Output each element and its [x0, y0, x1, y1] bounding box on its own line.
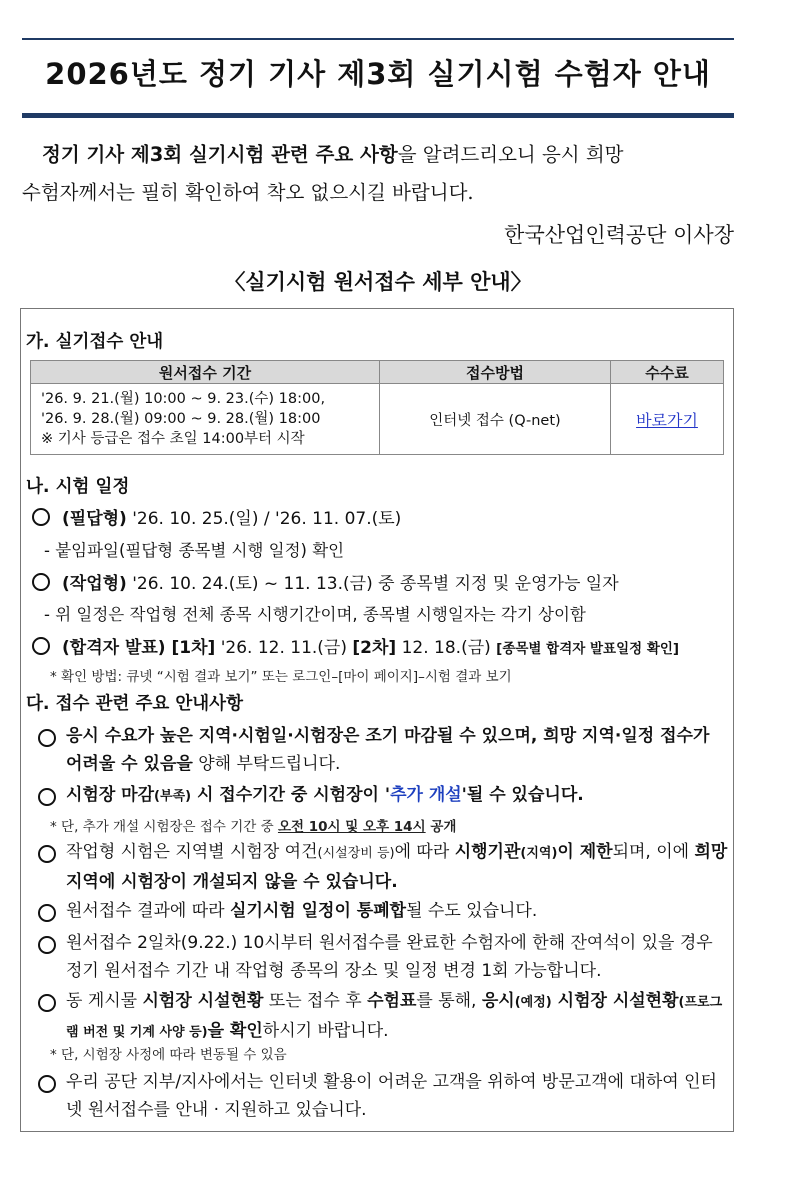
item4-a: 원서접수 결과에 따라	[66, 901, 231, 921]
circle-bullet-icon	[38, 936, 56, 954]
registration-table	[30, 360, 724, 455]
item3-bold3: 희망 지역에 시험장이 개설되지 않을 수 있습니다.	[66, 842, 728, 892]
intro-rest: 을 알려드리오니 응시 희망	[397, 143, 624, 166]
item3-bold2: 이 제한	[557, 842, 613, 862]
intro-paragraph	[22, 136, 742, 212]
col-method: 접수방법	[380, 361, 611, 384]
page-title: 2026년도 정기 기사 제3회 실기시험 수험자 안내	[45, 57, 711, 91]
item2-blue: 추가 개설	[390, 785, 462, 805]
signature: 한국산업인력공단 이사장	[504, 223, 734, 247]
result-2-date: 12. 18.(금)	[396, 638, 497, 658]
period-line-1: '26. 9. 21.(월) 10:00 ~ 9. 23.(수) 18:00,	[41, 391, 326, 407]
item6-bold3: 응시	[481, 991, 515, 1011]
period-cell	[31, 384, 380, 455]
written-exam-row	[32, 504, 401, 529]
item6-bold2: 수험표	[367, 991, 417, 1011]
item6-d: 하시기 바랍니다.	[262, 1021, 389, 1041]
period-line-3: ※ 기사 등급은 접수 초일 14:00부터 시작	[41, 431, 305, 447]
section-b-heading: 나. 시험 일정	[26, 477, 130, 497]
result-2-label: [2차]	[352, 638, 397, 658]
fee-cell	[611, 384, 724, 455]
item2-small: (부족)	[154, 789, 192, 804]
item3-b: 에 따라	[394, 842, 455, 862]
item6-bold4: 시험장 시설현황	[551, 991, 679, 1011]
item6-bold5: 을 확인	[207, 1021, 263, 1041]
intro-line2: 수험자께서는 필히 확인하여 착오 없으시길 바랍니다.	[22, 181, 474, 204]
item3-c: 되며, 이에	[612, 842, 695, 862]
circle-bullet-icon	[38, 788, 56, 806]
item1-bold: 응시 수요가 높은 지역·시험일·시험장은 조기 마감될 수 있으며, 희망 지역·일정 접수가 어려울 수 있음을	[66, 726, 710, 774]
item2-note-a: * 단, 추가 개설 시험장은 접수 기간 중	[50, 819, 278, 835]
item2-a: 시험장 마감	[66, 785, 155, 805]
item3-a: 작업형 시험은 지역별 시험장 여건	[66, 842, 318, 862]
col-period: 원서접수 기간	[31, 361, 380, 384]
notice-item-3	[38, 838, 728, 896]
table-header-row	[31, 361, 724, 384]
written-note: - 붙임파일(필답형 종목별 시행 일정) 확인	[44, 541, 345, 560]
table-row	[31, 384, 724, 455]
item3-bold1: 시행기관	[454, 842, 521, 862]
top-rule	[22, 38, 734, 40]
result-1-label: [1차]	[165, 638, 216, 658]
notice-item-5	[38, 929, 728, 985]
written-dates: '26. 10. 25.(일) / '26. 11. 07.(토)	[126, 509, 402, 529]
col-fee: 수수료	[611, 361, 724, 384]
item3-small2: (지역)	[520, 846, 558, 861]
item3-small: (시설장비 등)	[317, 846, 395, 861]
practical-exam-row	[32, 569, 619, 594]
result-schedule-link[interactable]: [종목별 합격자 발표일정 확인]	[496, 641, 680, 657]
item7-text: 우리 공단 지부/지사에서는 인터넷 활용이 어려운 고객을 위하여 방문고객에 대하여 인터넷 원서접수를 안내 · 지원하고 있습니다.	[66, 1072, 717, 1120]
practical-dates: '26. 10. 24.(토) ~ 11. 13.(금) 중 종목별 지정 및 운영가능 일자	[126, 574, 619, 594]
item6-bold1[interactable]: 시험장 시설현황	[142, 991, 264, 1011]
circle-bullet-icon	[38, 994, 56, 1012]
item4-bold: 실기시험 일정이 통폐합	[230, 901, 407, 921]
item2-note-underline: 오전 10시 및 오후 14시	[277, 819, 426, 835]
result-note: * 확인 방법: 큐넷 “시험 결과 보기” 또는 로그인–[마이 페이지]–시험 결과 보기	[50, 669, 512, 685]
item6-b: 또는 접수 후	[263, 991, 368, 1011]
intro-bold: 정기 기사 제3회 실기시험 관련 주요 사항	[42, 143, 398, 166]
practical-note: - 위 일정은 작업형 전체 종목 시행기간이며, 종목별 시행일자는 각기 상이함	[44, 605, 586, 624]
result-label: (합격자 발표)	[62, 638, 166, 658]
notice-item-6	[38, 987, 728, 1047]
title-rule	[22, 113, 734, 118]
item2-note	[50, 815, 456, 835]
item6-c: 를 통해,	[416, 991, 482, 1011]
notice-item-1	[38, 722, 728, 778]
circle-bullet-icon	[38, 845, 56, 863]
item6-note: * 단, 시험장 사정에 따라 변동될 수 있음	[50, 1047, 287, 1063]
section-a-heading: 가. 실기접수 안내	[26, 332, 164, 352]
notice-item-2	[38, 781, 728, 811]
circle-bullet-icon	[38, 1075, 56, 1093]
item2-note-b: 공개	[425, 819, 457, 835]
notice-item-7	[38, 1068, 728, 1124]
circle-bullet-icon	[32, 573, 50, 591]
circle-bullet-icon	[38, 904, 56, 922]
subtitle: 〈실기시험 원서접수 세부 안내〉	[224, 270, 532, 294]
item6-small2: (프로그램 버전 및 기계 사양 등)	[66, 995, 723, 1040]
item4-b: 될 수도 있습니다.	[406, 901, 538, 921]
circle-bullet-icon	[38, 729, 56, 747]
item2-b: 시 접수기간 중 시험장이 '	[191, 785, 391, 805]
method-cell: 인터넷 접수 (Q-net)	[380, 384, 611, 455]
period-line-2: '26. 9. 28.(월) 09:00 ~ 9. 28.(월) 18:00	[41, 411, 321, 427]
item2-c: '될 수 있습니다.	[461, 785, 584, 805]
written-label: (필답형)	[62, 509, 127, 529]
notice-item-4	[38, 897, 728, 925]
item6-small: (예정)	[514, 995, 552, 1010]
item6-a: 동 게시물	[66, 991, 143, 1011]
circle-bullet-icon	[32, 508, 50, 526]
result-1-date: '26. 12. 11.(금)	[215, 638, 353, 658]
item1-rest: 양해 부탁드립니다.	[192, 754, 341, 774]
practical-label: (작업형)	[62, 574, 127, 594]
section-c-heading: 다. 접수 관련 주요 안내사항	[26, 694, 243, 714]
circle-bullet-icon	[32, 637, 50, 655]
fee-link[interactable]: 바로가기	[636, 410, 698, 430]
result-row	[32, 633, 679, 658]
item5-text: 원서접수 2일차(9.22.) 10시부터 원서접수를 완료한 수험자에 한해 잔여석이 있을 경우 정기 원서접수 기간 내 작업형 종목의 장소 및 일정 변경 1회 가능합니다.	[66, 933, 713, 981]
